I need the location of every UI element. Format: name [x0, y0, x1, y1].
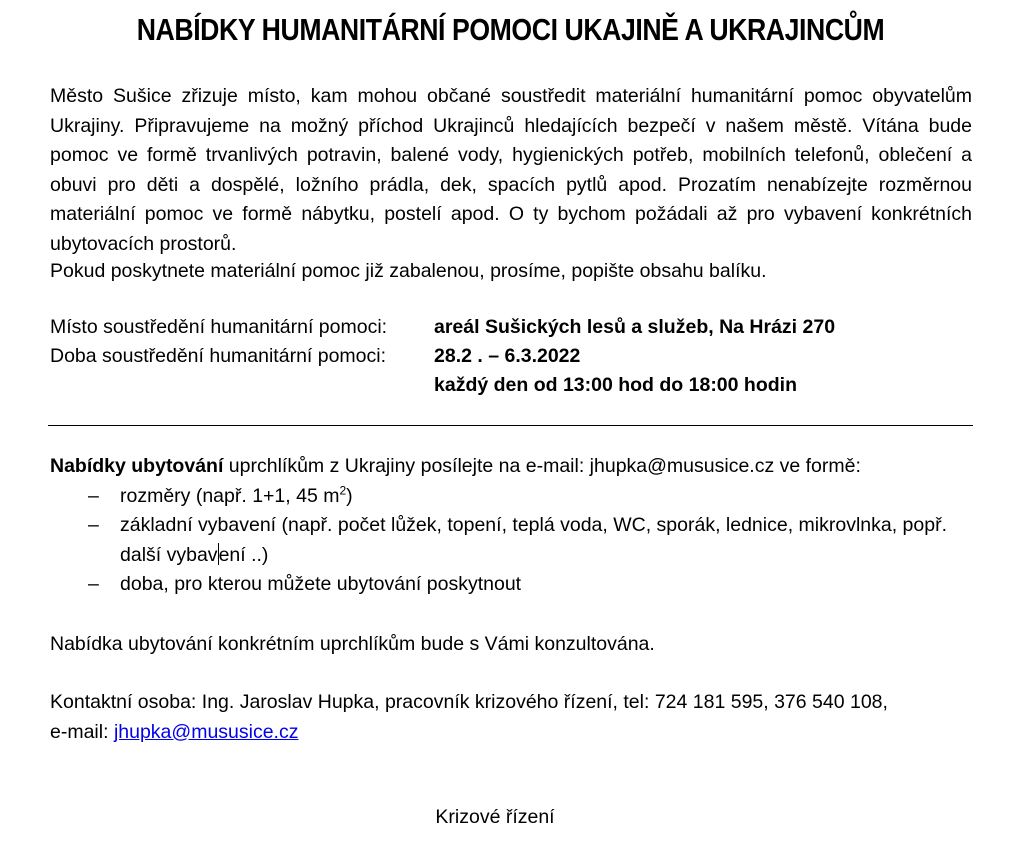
- daily-hours: každý den od 13:00 hod do 18:00 hodin: [434, 374, 797, 396]
- date-range: 28.2 . – 6.3.2022: [434, 345, 581, 367]
- email-label: e-mail:: [50, 720, 114, 743]
- consult-note: Nabídka ubytování konkrétním uprchlíkům bude s Vámi konzultována.: [50, 633, 655, 655]
- footer-signature: Krizové řízení: [435, 806, 555, 828]
- superscript: 2: [339, 483, 347, 497]
- accommodation-section: [50, 452, 972, 600]
- section-divider: [48, 425, 973, 426]
- list-item: [50, 482, 972, 512]
- place-value: areál Sušických lesů a služeb, Na Hrázi 270: [434, 316, 836, 338]
- intro-paragraph: Město Sušice zřizuje místo, kam mohou občané soustředit materiální humanitární pomoc obyvatelům Ukrajiny. Připravujeme na možný příchod Ukrajinců hledajících bezpečí v našem městě. Vítána bude pomoc ve formě trvanlivých potravin, balené vody, hygienických potřeb, mobilních telefonů, oblečení a obuvi pro děti a dospělé, ložního prádla, dek, spacích pytlů apod. Prozatím nenabízejte rozměrnou materiální pomoc ve formě nábytku, postelí apod. O ty bychom požádali až pro vybavení konkrétních ubytovacích prostorů.: [50, 85, 972, 255]
- list-item: [50, 570, 972, 600]
- list-item-text: rozměry (např. 1+1, 45 m: [120, 484, 340, 507]
- contact-block: [50, 688, 972, 747]
- contact-line: Kontaktní osoba: Ing. Jaroslav Hupka, pracovník krizového řízení, tel: 724 181 595, 376 540 108,: [50, 691, 888, 713]
- accommodation-lead-bold: Nabídky ubytování: [50, 455, 224, 477]
- accommodation-list: [50, 482, 972, 600]
- packed-note: Pokud poskytnete materiální pomoc již zabalenou, prosíme, popište obsahu balíku.: [50, 260, 767, 282]
- contact-email-line: [50, 718, 972, 748]
- accommodation-lead-text: uprchlíkům z Ukrajiny posílejte na e-mail: jhupka@mususice.cz ve formě:: [223, 455, 861, 477]
- email-link[interactable]: jhupka@mususice.cz: [113, 720, 299, 743]
- place-label: Místo soustředění humanitární pomoci:: [50, 316, 388, 338]
- list-item-text: doba, pro kterou můžete ubytování poskytnout: [120, 573, 522, 595]
- document-title: NABÍDKY HUMANITÁRNÍ POMOCI UKAJINĚ A UKRAJINCŮM: [136, 12, 885, 47]
- dash-bullet: –: [88, 514, 99, 536]
- dash-bullet: –: [88, 484, 99, 507]
- list-item-text-end: ): [346, 484, 353, 507]
- list-item-text: základní vybavení (např. počet lůžek, topení, teplá voda, WC, sporák, lednice, mikrovlnka, popř. další vybav: [120, 514, 948, 566]
- accommodation-lead: [50, 452, 972, 482]
- list-item-text-end: ení ..): [218, 543, 269, 566]
- list-item: [50, 511, 972, 570]
- time-label: Doba soustředění humanitární pomoci:: [50, 345, 387, 367]
- dash-bullet: –: [88, 573, 99, 595]
